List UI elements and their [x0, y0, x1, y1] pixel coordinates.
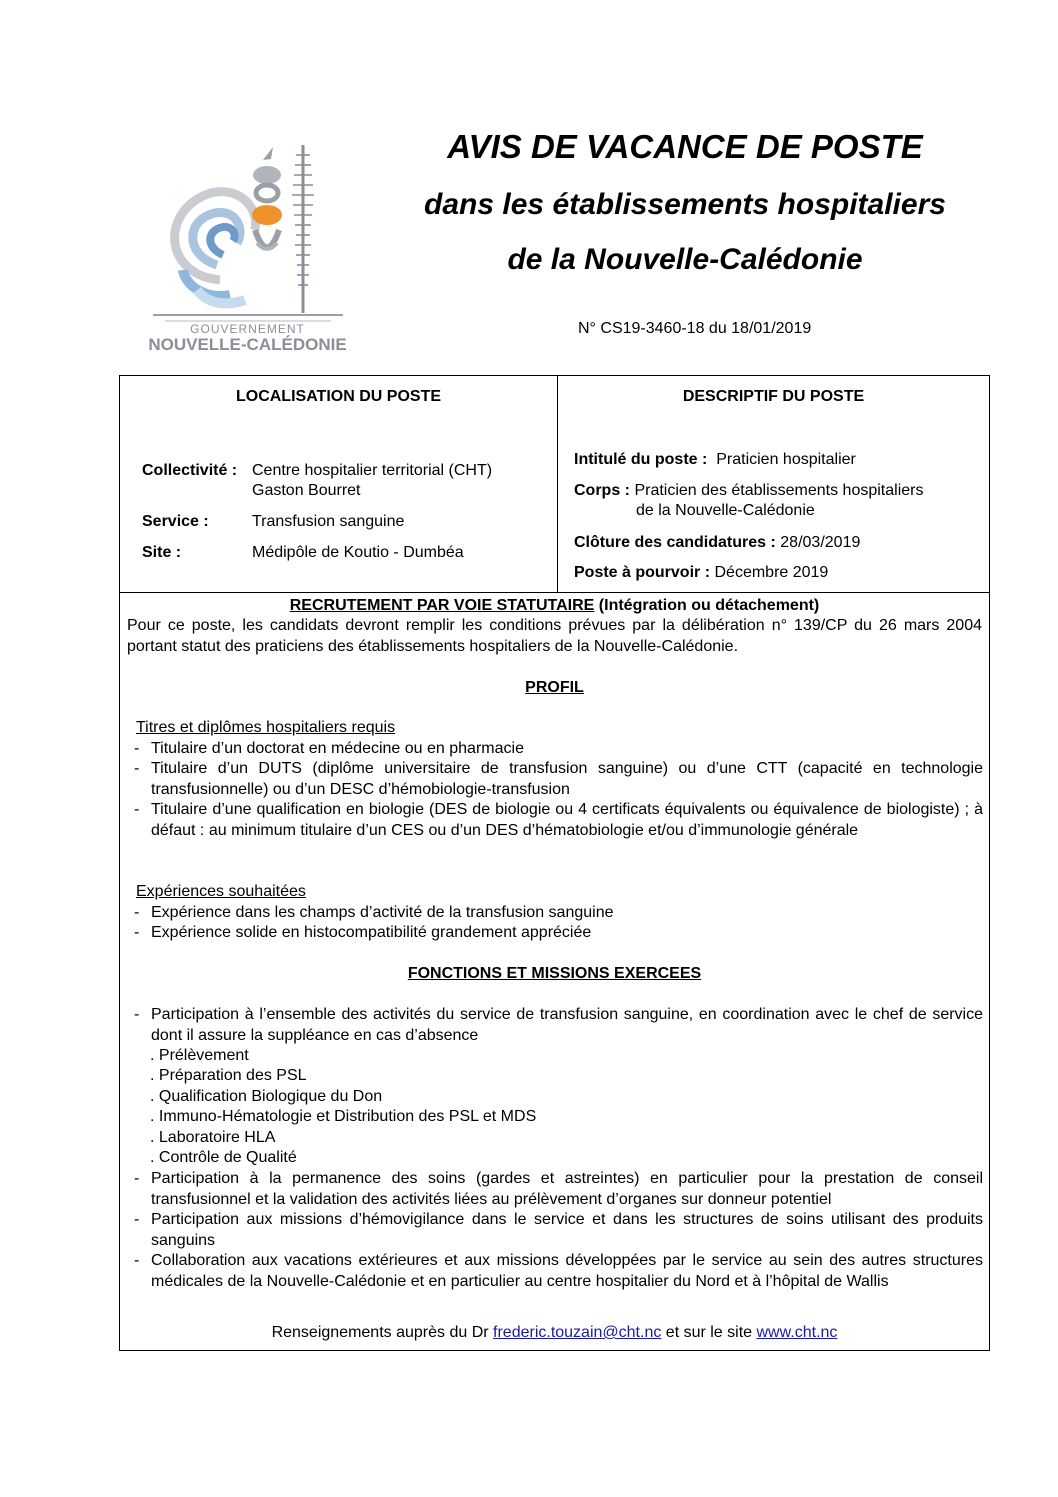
recrutement-heading-suffix: (Intégration ou détachement) — [594, 597, 820, 614]
profil-heading: PROFIL — [525, 679, 584, 696]
cloture-row — [574, 533, 860, 553]
bullet-dash: - — [134, 904, 140, 921]
fonction-item-3: Participation aux missions d’hémovigilance dans le service et dans les structures de soins utilisant des produits sanguins — [151, 1211, 983, 1249]
pourvoir-row — [574, 563, 828, 583]
reference-number: N° CS19-3460-18 du 18/01/2019 — [578, 320, 812, 337]
pourvoir-label: Poste à pourvoir : — [574, 564, 711, 581]
sub-item: . Prélèvement — [150, 1047, 249, 1064]
website-link[interactable]: www.cht.nc — [756, 1324, 838, 1341]
logo-line2: NOUVELLE-CALÉDONIE — [148, 335, 347, 354]
service-label: Service : — [142, 513, 209, 530]
sub-item: . Contrôle de Qualité — [150, 1149, 297, 1166]
sub-item: . Qualification Biologique du Don — [150, 1088, 383, 1105]
experiences-heading: Expériences souhaitées — [136, 883, 306, 900]
service-value: Transfusion sanguine — [252, 513, 405, 530]
descriptif-heading: DESCRIPTIF DU POSTE — [682, 388, 865, 405]
corps-label: Corps : — [574, 482, 630, 499]
localisation-heading: LOCALISATION DU POSTE — [235, 388, 442, 405]
sub-item: . Immuno-Hématologie et Distribution des PSL et MDS — [150, 1108, 537, 1125]
site-label: Site : — [142, 544, 182, 561]
recrutement-heading-main: RECRUTEMENT PAR VOIE STATUTAIRE — [289, 597, 595, 614]
email-link[interactable]: frederic.touzain@cht.nc — [493, 1324, 662, 1341]
contact-middle: et sur le site — [661, 1324, 757, 1341]
recrutement-text: Pour ce poste, les candidats devront remplir les conditions prévues par la délibération n° 139/CP du 26 mars 2004 portant statut des praticiens des établissements hospitaliers de la Nouvelle-Calédonie. — [127, 617, 982, 655]
bullet-dash: - — [134, 1006, 140, 1023]
cloture-value: 28/03/2019 — [780, 534, 861, 551]
job-posting-frame — [119, 375, 990, 1351]
corps-value-1: Praticien des établissements hospitaliers — [634, 482, 924, 499]
collectivite-value-1: Centre hospitalier territorial (CHT) — [252, 462, 493, 479]
intitule-row — [574, 450, 856, 470]
bullet-dash: - — [134, 740, 140, 757]
contact-prefix: Renseignements auprès du Dr — [271, 1324, 494, 1341]
recrutement-heading — [127, 595, 982, 616]
title-line3: de la Nouvelle-Calédonie — [507, 243, 863, 276]
intitule-value: Praticien hospitalier — [716, 451, 856, 468]
title-line2: dans les établissements hospitaliers — [424, 188, 946, 221]
localisation-section — [120, 376, 558, 592]
section-divider — [120, 592, 989, 593]
fonction-item-1: Participation à l’ensemble des activités du service de transfusion sanguine, en coordination avec le chef de service dont il assure la suppléance en cas d’absence — [151, 1006, 983, 1044]
bullet-dash: - — [134, 801, 140, 818]
title-line1: AVIS DE VACANCE DE POSTE — [447, 128, 923, 165]
collectivite-value-2: Gaston Bourret — [252, 482, 361, 499]
corps-value-2: de la Nouvelle-Calédonie — [636, 502, 815, 519]
fonction-item-4: Collaboration aux vacations extérieures et aux missions développées par le service au sein des autres structures médicales de la Nouvelle-Calédonie et en particulier au centre hospitalier du Nord et à l’hôpital de Wallis — [151, 1252, 983, 1290]
intitule-label: Intitulé du poste : — [574, 451, 708, 468]
bullet-dash: - — [134, 760, 140, 777]
bullet-dash: - — [134, 924, 140, 941]
contact-line — [127, 1322, 982, 1343]
experience-item-2: Expérience solide en histocompatibilité grandement appréciée — [151, 924, 592, 941]
pourvoir-value: Décembre 2019 — [714, 564, 829, 581]
descriptif-section — [558, 376, 989, 592]
site-value: Médipôle de Koutio - Dumbéa — [252, 544, 464, 561]
sub-item: . Préparation des PSL — [150, 1067, 307, 1084]
bullet-dash: - — [134, 1170, 140, 1187]
fonctions-heading: FONCTIONS ET MISSIONS EXERCEES — [407, 965, 702, 982]
titre-item-3: Titulaire d’une qualification en biologie (DES de biologie ou 4 certificats équivalents ou équivalence de biologiste) ; à défaut : au minimum titulaire d’un CES ou d’un DES d’hématobiologie et/ou d’immunologie générale — [151, 801, 983, 839]
corps-row — [574, 481, 923, 501]
sub-item: . Laboratoire HLA — [150, 1129, 276, 1146]
titres-heading: Titres et diplômes hospitaliers requis — [136, 719, 396, 736]
cloture-label: Clôture des candidatures : — [574, 534, 776, 551]
logo-line1: GOUVERNEMENT — [190, 322, 305, 336]
bullet-dash: - — [134, 1252, 140, 1269]
experience-item-1: Expérience dans les champs d’activité de la transfusion sanguine — [151, 904, 614, 921]
titre-item-2: Titulaire d’un DUTS (diplôme universitaire de transfusion sanguine) ou d’une CTT (capacité en technologie transfusionnelle) ou d’un DESC d’hémobiologie-transfusion — [151, 760, 983, 798]
titre-item-1: Titulaire d’un doctorat en médecine ou en pharmacie — [151, 740, 524, 757]
collectivite-label: Collectivité : — [142, 462, 238, 479]
bullet-dash: - — [134, 1211, 140, 1228]
fonction-item-2: Participation à la permanence des soins (gardes et astreintes) en particulier pour la prestation de conseil transfusionnel et la validation des activités liées au prélèvement d’organes sur donneur potentiel — [151, 1170, 983, 1208]
